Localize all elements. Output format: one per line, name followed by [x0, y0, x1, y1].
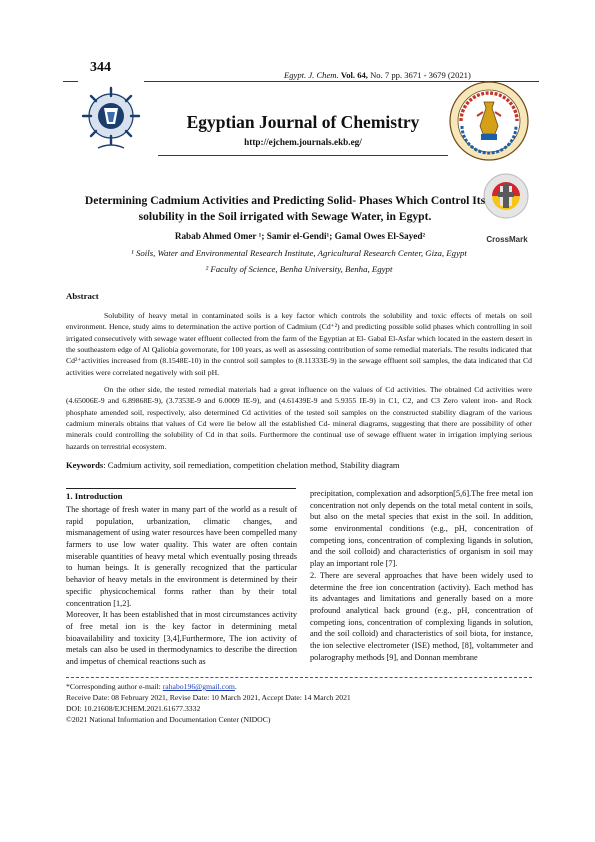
corresponding-prefix: *Corresponding author e-mail:: [66, 682, 163, 691]
intro-rule: [66, 488, 296, 489]
affiliation-2: ² Faculty of Science, Benha University, Benha, Egypt: [205, 264, 393, 274]
crossmark-label: CrossMark: [486, 235, 528, 244]
footnote-rule: [66, 677, 532, 678]
masthead-rule: [158, 155, 448, 156]
body-column-left: [66, 504, 297, 668]
body-column-right: [310, 488, 533, 663]
corresponding-suffix: .: [234, 682, 237, 691]
intro-paragraph-2: Moreover, It has been established that in most circumstances activity of free metal ion is the key factor in determining metal bioavailability and toxicity [3,4],Furthermore, The ion activity of metals can also be used in thermodynamics to describe the direction and impetus of chemical reactions such as: [66, 610, 297, 666]
footnote-doi: DOI: 10.21608/EJCHEM.2021.61677.3332: [66, 704, 201, 713]
journal-url[interactable]: http://ejchem.journals.ekb.eg/: [244, 137, 362, 147]
journal-ref-pages: No. 7 pp. 3671 - 3679 (2021): [367, 70, 471, 80]
journal-reference: [284, 70, 471, 80]
affiliation-1: ¹ Soils, Water and Environmental Research Institute, Agricultural Research Center, Giza, Egypt: [131, 248, 467, 258]
footnote-dates: Receive Date: 08 February 2021, Revise Date: 10 March 2021, Accept Date: 14 March 2021: [66, 693, 351, 702]
intro-paragraph-4: 2. There are several approaches that have been widely used to determine the free ion concentration (activity). Each method has its advantages and limitations and generally based on a more profound analytical back ground (e.g., pH, concentration of competing ions, concentration of complexing ligands in solution, and the soil colloid) and characteristics of soil biota, for instance, the ion selective electrometer (ISE) method, [8], voltammeter and polarography methods [9], and Donnan membrane: [310, 570, 533, 662]
keywords-label: Keywords: [66, 460, 104, 470]
intro-paragraph-1: The shortage of fresh water in many part of the world as a result of rapid population, urbanization, climatic changes, and mismanagement of using water resources have been compelled many farmers to use low water quality. This water are often contain miserable quantities of heavy metal which eventually posing threads to human beings. It is generally recognized that the particular behavior of heavy metals in the environment is determined by their specific physicochemical forms rather than by their total concentration [1,2].: [66, 505, 297, 608]
footnote-corresponding: [66, 681, 532, 692]
article-authors: Rabab Ahmed Omer ¹; Samir el-Gendi¹; Gamal Owes El-Sayed²: [174, 231, 426, 241]
corresponding-email-link[interactable]: rahabo196@gmail.com: [162, 682, 235, 691]
journal-emblem-icon: [78, 78, 144, 158]
intro-paragraph-3: precipitation, complexation and adsorption[5,6].The free metal ion concentration not only depends on the total metal content in soils, but also on the metal species that exist in the soil. In addition, some environmental conditions (e.g., pH, concentration of competing ions, concentration of complexing ligands in solution, and the soil colloid) and characteristics of organism in soil may play an important role [7].: [310, 489, 533, 569]
article-title: Determining Cadmium Activities and Predicting Solid- Phases Which Control Its solubility in the Soil irrigated with Sewage Water, in Egypt.: [84, 194, 486, 224]
journal-ref-name: Egypt. J. Chem.: [284, 70, 339, 80]
footnote-copyright: ©2021 National Information and Documentation Center (NIDOC): [66, 715, 271, 724]
journal-title: Egyptian Journal of Chemistry: [186, 112, 420, 132]
abstract-paragraph-2: On the other side, the tested remedial materials had a great influence on the values of Cd activities. The obtained Cd activities were (4.65006E-9 and 6.89868E-9), (3.7353E-9 and 6.0009 IE-9), and (4.61439E-9 and 5.9355 IE-9) in C1, C2, and C3 Zero valent iron- and Rock phosphate amended soil, respectively, also determined Cd activities of the tested soil samples on the constructed stability diagram of the various cadmium minerals obtains that values of Cd were lie below all the established Cd- mineral diagrams, suggesting that there are possibility of other minerals could controlling the solubility of Cd in that soils. Furthermore the continual use of sewage effluent water in irrigation implying serious hazards on terrestrial ecosystem.: [66, 385, 532, 451]
keywords-text: : Cadmium activity, soil remediation, competition chelation method, Stability diagram: [103, 460, 400, 470]
abstract-heading: Abstract: [66, 291, 99, 301]
intro-heading: 1. Introduction: [66, 491, 123, 501]
journal-ref-volume: Vol. 64,: [340, 70, 368, 80]
society-seal-icon: [448, 80, 530, 162]
abstract-paragraph-1: Solubility of heavy metal in contaminated soils is a key factor which controls the solubility and toxic effects of metals on soil environment. Hence, study aims to determination the active portion of Cadmium (Cd⁺²) and predicting possible solid phases which controlling in soil irrigated consecutively with sewage water effluent collected from the farm of the Egyptian at El- Gabal El-Asfar which located in the eastern desert in the southeastern edge of Al Qaliobia governorate, for 100 years, as well as assessing contribution of some remedial materials. The results indicated that Cd²⁺activities increased from (8.1548E-10) in the control soil samples to (8.11333E-9) in the sewage effluent soil samples, the data indicated that Cd activities were correlated negatively with soil pH.: [66, 311, 532, 377]
page-number: 344: [90, 60, 111, 75]
keywords: [66, 460, 532, 470]
